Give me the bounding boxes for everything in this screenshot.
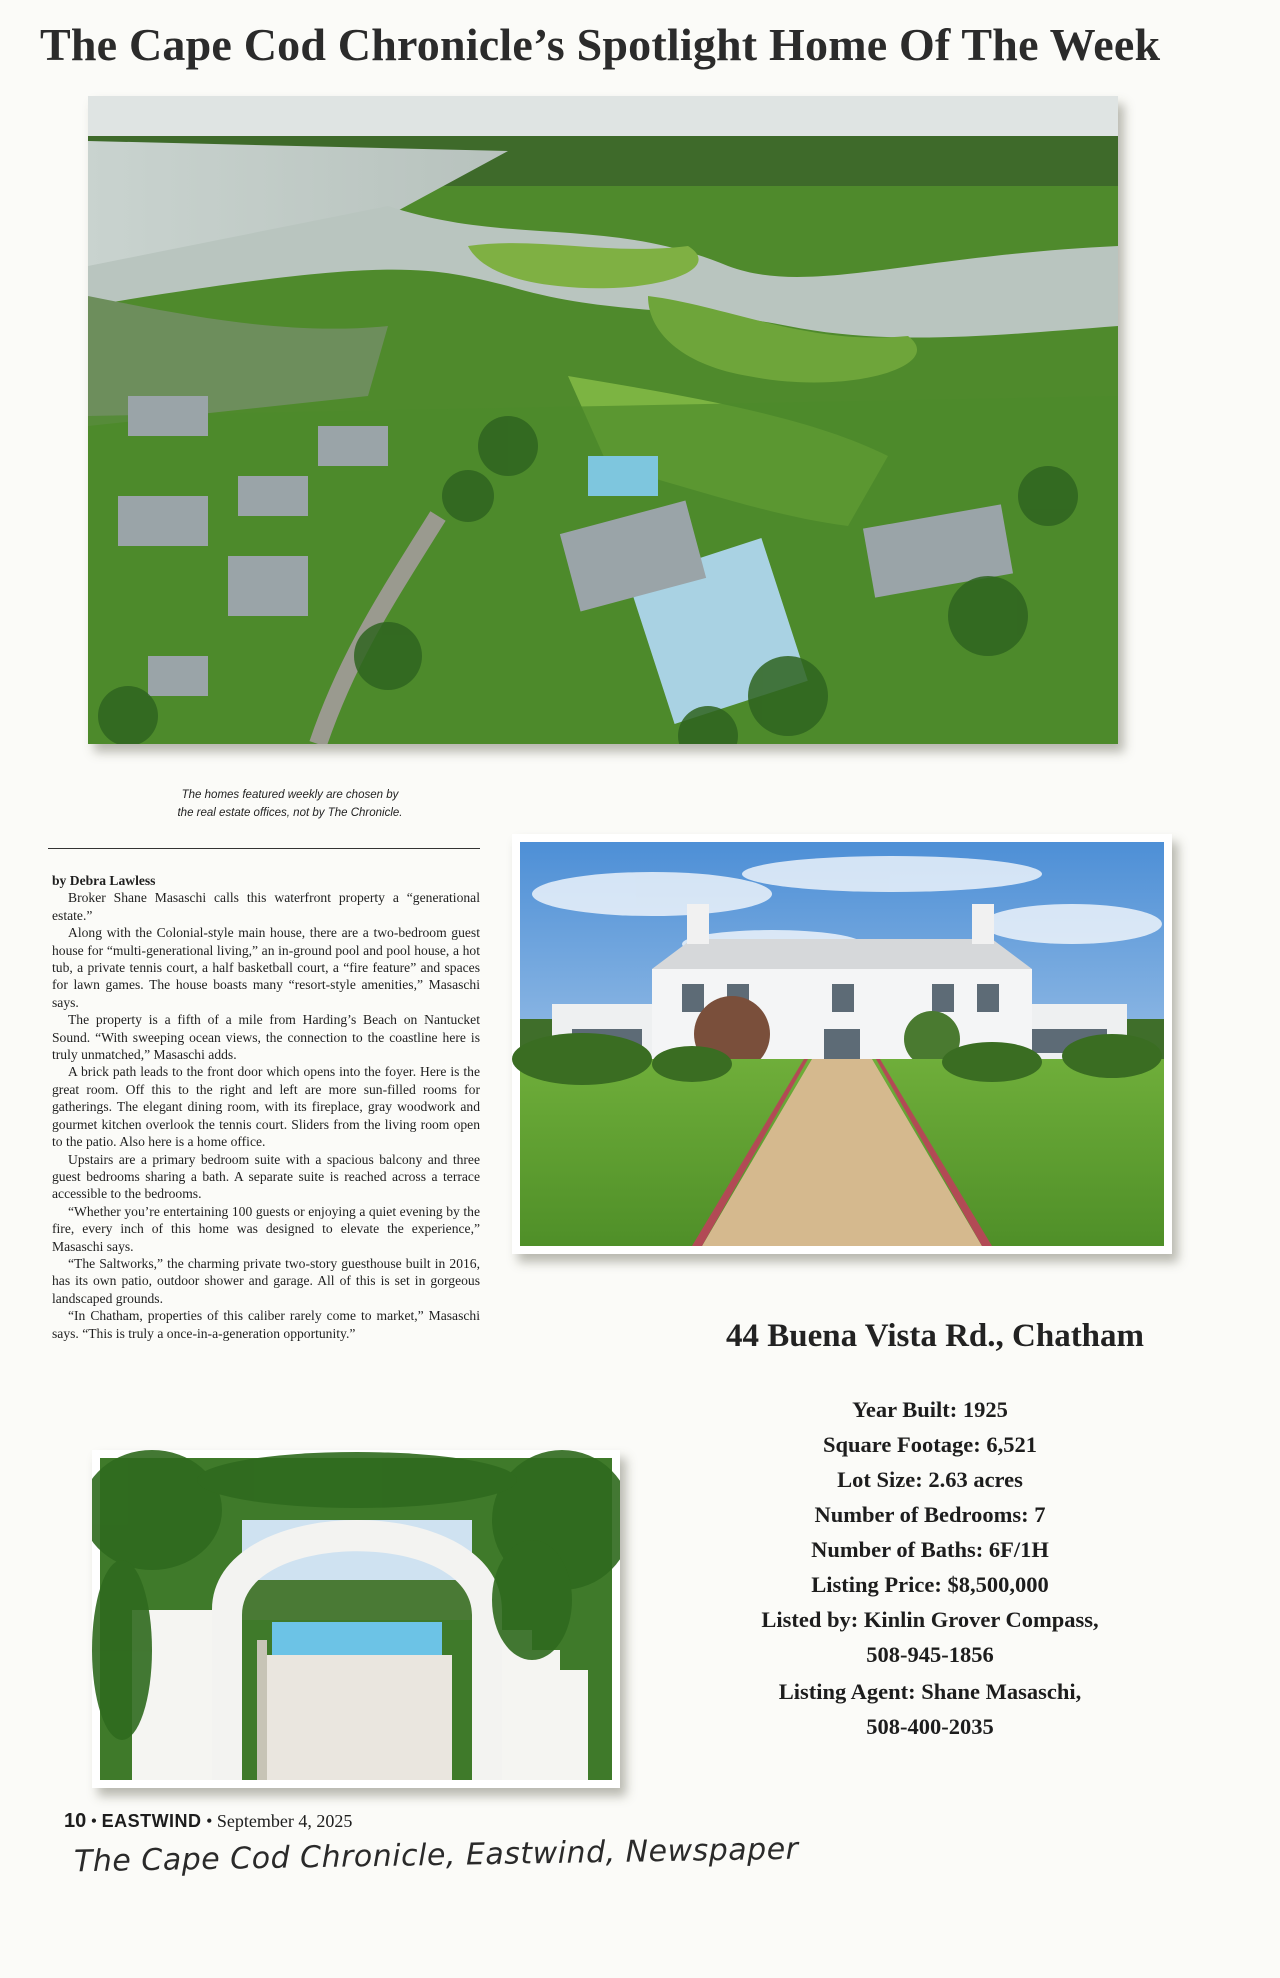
bedrooms: Number of Bedrooms: 7	[814, 1502, 1046, 1527]
handwritten-note: The Cape Cod Chronicle, Eastwind, Newspaper	[73, 1831, 799, 1880]
listing-facts	[700, 1392, 1160, 1744]
aerial-photo	[88, 96, 1118, 744]
square-footage: Square Footage: 6,521	[823, 1432, 1037, 1457]
agent-phone: 508-400-2035	[866, 1714, 994, 1739]
listed-by-phone: 508-945-1856	[866, 1642, 994, 1667]
article-paragraph: Upstairs are a primary bedroom suite with a spacious balcony and three guest bedrooms sharing a bath. A separate suite is reached across a terrace accessible to the bedrooms.	[52, 1151, 480, 1202]
article-paragraph: “Whether you’re entertaining 100 guests or enjoying a quiet evening by the fire, every inch of this home was designed to elevate the experience,” Masaschi says.	[52, 1203, 480, 1254]
publication-name: EASTWIND	[101, 1811, 202, 1831]
divider-rule	[48, 848, 480, 849]
listed-by: Listed by: Kinlin Grover Compass,	[761, 1607, 1099, 1632]
article-paragraph: The property is a fifth of a mile from Harding’s Beach on Nantucket Sound. “With sweeping ocean views, the connection to the coastline here is truly unmatched,” Masaschi adds.	[52, 1012, 480, 1063]
caption-line-2: the real estate offices, not by The Chronicle.	[177, 807, 403, 819]
article-paragraph: A brick path leads to the front door which opens into the foyer. Here is the great room. Off this to the right and left are more sun-filled rooms for gatherings. The elegant dining room, with its fireplace, gray woodwork and gourmet kitchen overlook the tennis court. Sliders from the living room open to the patio. Also here is a home office.	[52, 1064, 480, 1150]
photo-caption	[140, 786, 440, 822]
article-paragraph: “The Saltworks,” the charming private two-story guesthouse built in 2016, has its own patio, outdoor shower and garage. All of this is set in gorgeous landscaped grounds.	[52, 1255, 480, 1306]
article-paragraph: Broker Shane Masaschi calls this waterfront property a “generational estate.”	[52, 890, 480, 923]
listing-agent: Listing Agent: Shane Masaschi,	[778, 1679, 1082, 1704]
page-number: 10	[64, 1810, 87, 1832]
article-paragraph: “In Chatham, properties of this caliber rarely come to market,” Masaschi says. “This is truly a once-in-a-generation opportunity.”	[52, 1308, 480, 1341]
baths: Number of Baths: 6F/1H	[811, 1537, 1049, 1562]
garden-gate-photo	[92, 1450, 620, 1788]
listing-address: 44 Buena Vista Rd., Chatham	[725, 1318, 1145, 1354]
article-paragraph: Along with the Colonial-style main house, there are a two-bedroom guest house for “multi-generational living,” an in-ground pool and pool house, a hot tub, a private tennis court, a half basketball court, a “fire feature” and spaces for lawn games. The house boasts many “resort-style amenities,” Masaschi says.	[52, 925, 480, 1010]
page-headline: The Cape Cod Chronicle’s Spotlight Home Of The Week	[40, 19, 1161, 70]
footer-separator: •	[206, 1811, 213, 1831]
lot-size: Lot Size: 2.63 acres	[837, 1467, 1023, 1492]
listing-price: Listing Price: $8,500,000	[811, 1572, 1049, 1597]
year-built: Year Built: 1925	[852, 1397, 1008, 1422]
house-photo	[512, 834, 1172, 1254]
article-body	[52, 872, 480, 1342]
caption-line-1: The homes featured weekly are chosen by	[181, 789, 399, 801]
publication-date: September 4, 2025	[216, 1811, 353, 1831]
footer-separator: •	[90, 1811, 98, 1831]
page-footer	[64, 1810, 352, 1833]
byline: by Debra Lawless	[52, 873, 156, 888]
